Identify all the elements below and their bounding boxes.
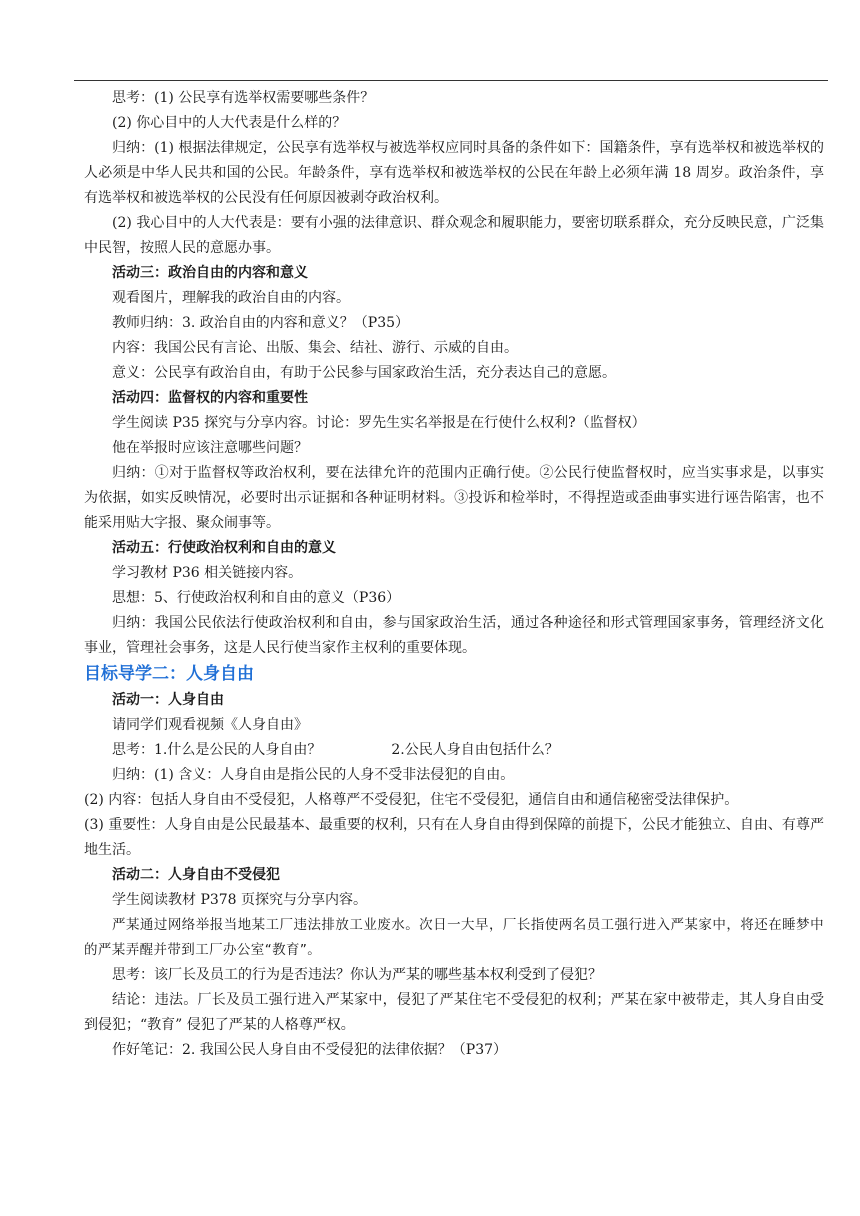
paragraph-b2-5: 作好笔记：2. 我国公民人身自由不受侵犯的法律依据？（P37） [112,1042,508,1058]
section-2-heading: 目标导学二：人身自由 [84,664,254,684]
question-1: 思考：1.什么是公民的人身自由？ [112,742,322,758]
header-rule [74,80,828,81]
paragraph-a3-1: 观看图片，理解我的政治自由的内容。 [112,290,350,306]
document-body [84,86,824,1063]
paragraph-conclude-1: 归纳：(1) 根据法律规定，公民享有选举权与被选举权应同时具备的条件如下：国籍条件，享有选举权和被选举权的人必须是中华人民共和国的公民。年龄条件，享有选举权和被选举权的公民在年龄上必须年满 18 周岁。政治条件，享有选举权和被选举权的公民没有任何原因被剥夺政治权利。 [84,140,824,206]
activity-5-heading: 活动五：行使政治权利和自由的意义 [112,540,336,556]
paragraph-a4-1: 学生阅读 P35 探究与分享内容。讨论：罗先生实名举报是在行使什么权利?（监督权） [112,415,646,431]
paragraph-b1-2 [84,738,824,763]
paragraph-b2-4: 结论：违法。厂长及员工强行进入严某家中，侵犯了严某住宅不受侵犯的权利；严某在家中被带走，其人身自由受到侵犯；“教育” 侵犯了严某的人格尊严权。 [84,992,824,1033]
paragraph-b2-2-case: 严某通过网络举报当地某工厂违法排放工业废水。次日一大早，厂长指使两名员工强行进入严某家中，将还在睡梦中的严某弄醒并带到工厂办公室“教育”。 [84,917,824,958]
paragraph-a4-2: 他在举报时应该注意哪些问题？ [112,440,308,456]
question-2: 2.公民人身自由包括什么？ [391,742,559,758]
paragraph-think-1: 思考：(1) 公民享有选举权需要哪些条件？ [112,90,375,106]
paragraph-a5-2: 思想：5、行使政治权利和自由的意义（P36） [112,590,401,606]
paragraph-b1-4: (2) 内容：包括人身自由不受侵犯，人格尊严不受侵犯，住宅不受侵犯，通信自由和通信秘密受法律保护。 [84,792,739,808]
activity-b2-heading: 活动二：人身自由不受侵犯 [112,867,280,883]
paragraph-think-2: (2) 你心目中的人大代表是什么样的？ [112,115,347,131]
paragraph-a3-4: 意义：公民享有政治自由，有助于公民参与国家政治生活，充分表达自己的意愿。 [112,365,616,381]
paragraph-b1-5: (3) 重要性：人身自由是公民最基本、最重要的权利，只有在人身自由得到保障的前提下，公民才能独立、自由、有尊严地生活。 [84,817,824,858]
paragraph-b1-1: 请同学们观看视频《人身自由》 [112,717,308,733]
paragraph-a3-3: 内容：我国公民有言论、出版、集会、结社、游行、示威的自由。 [112,340,518,356]
activity-4-heading: 活动四：监督权的内容和重要性 [112,390,308,406]
activity-3-heading: 活动三：政治自由的内容和意义 [112,265,308,281]
activity-b1-heading: 活动一：人身自由 [112,692,224,708]
paragraph-b1-3: 归纳：(1) 含义：人身自由是指公民的人身不受非法侵犯的自由。 [112,767,515,783]
paragraph-a5-1: 学习教材 P36 相关链接内容。 [112,565,303,581]
paragraph-b2-1: 学生阅读教材 P378 页探究与分享内容。 [112,892,368,908]
paragraph-conclude-2: (2) 我心目中的人大代表是：要有小强的法律意识、群众观念和履职能力，要密切联系群众，充分反映民意，广泛集中民智，按照人民的意愿办事。 [84,215,824,256]
paragraph-a3-2: 教师归纳：3. 政治自由的内容和意义？（P35） [112,315,410,331]
paragraph-a5-3: 归纳：我国公民依法行使政治权利和自由，参与国家政治生活，通过各种途径和形式管理国家事务，管理经济文化事业，管理社会事务，这是人民行使当家作主权利的重要体现。 [84,615,824,656]
paragraph-b2-3: 思考：该厂长及员工的行为是否违法？你认为严某的哪些基本权利受到了侵犯？ [112,967,602,983]
paragraph-a4-3: 归纳：①对于监督权等政治权利，要在法律允许的范围内正确行使。②公民行使监督权时，应当实事求是，以事实为依据，如实反映情况，必要时出示证据和各种证明材料。③投诉和检举时，不得捏造或歪曲事实进行诬告陷害，也不能采用贴大字报、聚众闹事等。 [84,465,824,531]
